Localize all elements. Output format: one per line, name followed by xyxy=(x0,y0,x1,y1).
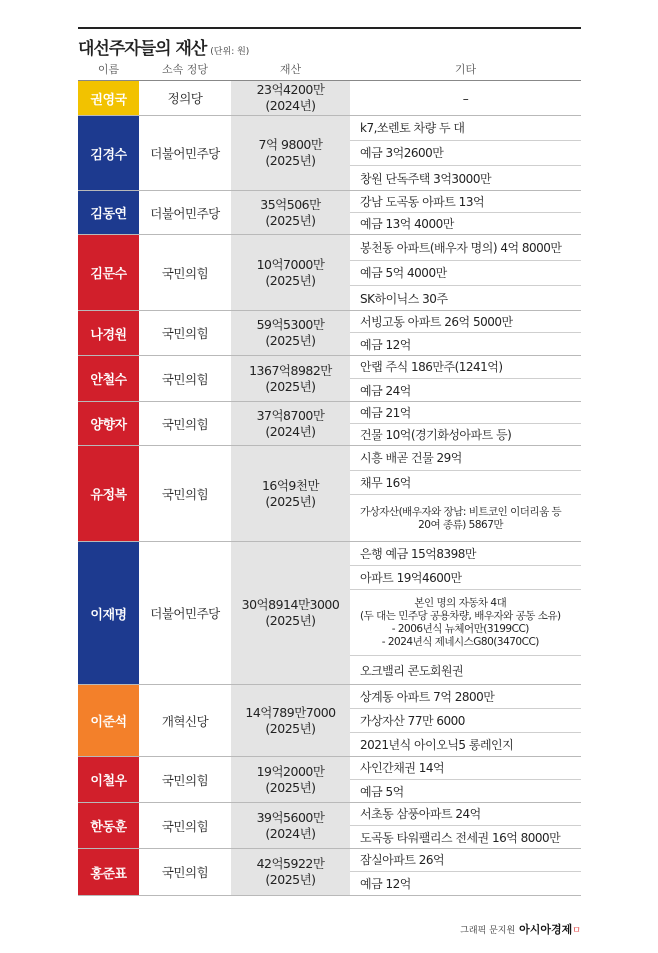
asset-item xyxy=(350,826,581,849)
party-name: 국민의힘 xyxy=(161,818,209,834)
asset-item-text: 도곡동 타워팰리스 전세권 16억 8000만 xyxy=(360,830,561,845)
party-name: 국민의힘 xyxy=(161,326,209,341)
asset-item xyxy=(350,446,581,471)
party-name: 국민의힘 xyxy=(161,865,209,880)
candidate-name: 유정복 xyxy=(78,446,139,541)
party-name: 더불어민주당 xyxy=(150,205,220,221)
asset-year: (2025년) xyxy=(265,872,316,887)
party-name: 더불어민주당 xyxy=(150,606,220,621)
header-other: 기타 xyxy=(454,63,477,76)
candidate-name: 홍준표 xyxy=(78,849,139,895)
asset-item xyxy=(350,471,581,495)
asset-item xyxy=(350,733,581,757)
asset-item-text: SK하이닉스 30주 xyxy=(360,291,448,306)
asset-item xyxy=(350,333,581,356)
asset-amount: 35억506만 xyxy=(260,196,321,212)
asset-item xyxy=(350,872,581,896)
header-assets: 재산 xyxy=(279,63,302,76)
party-name: 국민의힘 xyxy=(161,265,209,281)
asset-cell xyxy=(231,116,350,190)
candidate-name: 안철수 xyxy=(78,356,139,401)
asset-item xyxy=(350,566,581,590)
asset-item-text: 은행 예금 15억8398만 xyxy=(360,546,476,561)
other-assets xyxy=(350,311,581,355)
asset-item-text: 사인간채권 14억 xyxy=(360,761,445,775)
asset-item xyxy=(350,116,581,141)
asset-item-text: 가상자산 77만 6000 xyxy=(360,713,465,728)
other-assets xyxy=(350,757,581,802)
table-row xyxy=(78,311,581,356)
table-row xyxy=(78,685,581,757)
asset-item xyxy=(350,402,581,424)
asset-item xyxy=(350,235,581,261)
asset-amount: 7억 9800만 xyxy=(258,137,323,152)
header-party: 소속 정당 xyxy=(161,63,208,76)
asset-item xyxy=(350,424,581,446)
asset-year: (2025년) xyxy=(265,212,316,228)
asset-item-text: 가상자산(배우자와 장남: 비트코인 이더리움 등 20여 종류) 5867만 xyxy=(360,505,562,531)
party-name: 국민의힘 xyxy=(161,772,209,788)
asset-year: (2025년) xyxy=(265,779,316,795)
asset-year: (2025년) xyxy=(265,493,316,509)
asset-cell xyxy=(231,685,350,756)
asset-item xyxy=(350,311,581,333)
asset-item-text: 예금 12억 xyxy=(360,337,411,352)
asset-item-text: – xyxy=(462,91,469,106)
asset-item xyxy=(350,81,581,116)
asset-cell xyxy=(231,81,350,115)
asset-item-text: 건물 10억(경기화성아파트 등) xyxy=(360,428,512,442)
asset-amount: 42억5922만 xyxy=(256,856,325,871)
asset-year: (2024년) xyxy=(265,423,316,439)
asset-amount: 1367억8982만 xyxy=(249,362,332,378)
asset-item-text: 아파트 19억4600만 xyxy=(360,570,462,585)
table-row xyxy=(78,402,581,446)
asset-item-text: 2021년식 아이오닉5 롱레인지 xyxy=(360,738,514,752)
page-title xyxy=(78,34,249,59)
other-assets xyxy=(350,685,581,756)
asset-year: (2025년) xyxy=(265,153,316,168)
asset-item xyxy=(350,590,581,656)
asset-item xyxy=(350,213,581,235)
other-assets xyxy=(350,542,581,684)
asset-item xyxy=(350,286,581,311)
asset-amount: 23억4200만 xyxy=(256,82,325,97)
candidate-name: 한동훈 xyxy=(78,803,139,848)
asset-item-text: 창원 단독주택 3억3000만 xyxy=(360,171,492,186)
candidate-name: 양향자 xyxy=(78,402,139,445)
asset-amount: 10억7000만 xyxy=(256,256,325,272)
other-assets xyxy=(350,356,581,401)
asset-item xyxy=(350,780,581,803)
asset-amount: 16억9천만 xyxy=(261,477,320,493)
asset-item xyxy=(350,542,581,566)
asset-item-text: 예금 5억 xyxy=(360,784,404,799)
party-name: 국민의힘 xyxy=(161,416,209,432)
unit-label: (단위: 원) xyxy=(210,47,250,57)
candidate-name: 김문수 xyxy=(78,235,139,310)
asset-amount: 39억5600만 xyxy=(256,809,325,825)
asset-item-text: 예금 5억 4000만 xyxy=(360,266,447,280)
asset-cell xyxy=(231,446,350,541)
party-name: 개혁신당 xyxy=(161,713,209,729)
asset-amount: 14억789만7000 xyxy=(245,704,336,720)
party-name: 국민의힘 xyxy=(161,486,209,502)
asset-cell xyxy=(231,191,350,234)
asset-item-text: 본인 명의 자동차 4대 (두 대는 민주당 공용차량, 배우자와 공동 소유) - 2006년식 뉴체어만(3199CC) - 2024년식 제네시스G80(3470CC) xyxy=(360,596,561,648)
asset-item xyxy=(350,656,581,685)
other-assets xyxy=(350,849,581,895)
asset-cell xyxy=(231,542,350,684)
asset-item xyxy=(350,261,581,286)
asset-year: (2025년) xyxy=(265,613,316,628)
asset-year: (2025년) xyxy=(265,378,316,394)
table-row xyxy=(78,542,581,685)
table-row xyxy=(78,81,581,116)
candidate-name: 나경원 xyxy=(78,311,139,355)
header-name: 이름 xyxy=(97,63,120,76)
table-row xyxy=(78,116,581,191)
asset-item-text: 채무 16억 xyxy=(360,475,411,490)
brand-logo: 아시아경제 xyxy=(519,923,573,936)
asset-item xyxy=(350,191,581,213)
other-assets xyxy=(350,191,581,234)
asset-item-text: 오크밸리 콘도회원권 xyxy=(360,663,464,678)
brand-mark-icon: ㅁ xyxy=(572,926,581,936)
other-assets xyxy=(350,446,581,541)
title-text: 대선주자들의 재산 xyxy=(78,39,207,59)
asset-item-text: 강남 도곡동 아파트 13억 xyxy=(360,194,485,209)
asset-cell xyxy=(231,803,350,848)
asset-year: (2024년) xyxy=(265,825,316,841)
asset-item-text: 예금 3억2600만 xyxy=(360,146,444,160)
candidate-name: 이준석 xyxy=(78,685,139,756)
asset-cell xyxy=(231,235,350,310)
asset-item xyxy=(350,685,581,709)
asset-amount: 30억8914만3000 xyxy=(241,597,340,612)
asset-cell xyxy=(231,849,350,895)
asset-item-text: 서초동 삼풍아파트 24억 xyxy=(360,807,481,821)
asset-item-text: 예금 12억 xyxy=(360,877,411,891)
asset-item-text: k7,쏘렌토 차량 두 대 xyxy=(360,121,465,135)
candidate-name: 김경수 xyxy=(78,116,139,190)
asset-item-text: 서빙고동 아파트 26억 5000만 xyxy=(360,314,513,329)
asset-item-text: 잠실아파트 26억 xyxy=(360,853,445,867)
asset-item-text: 예금 21억 xyxy=(360,405,411,420)
candidate-name: 김동연 xyxy=(78,191,139,234)
asset-item-text: 안랩 주식 186만주(1241억) xyxy=(360,360,503,374)
asset-item xyxy=(350,495,581,542)
asset-item-text: 시흥 배곧 건물 29억 xyxy=(360,451,462,465)
asset-amount: 19억2000만 xyxy=(256,763,325,779)
asset-year: (2025년) xyxy=(265,333,316,348)
asset-item xyxy=(350,803,581,826)
table-row xyxy=(78,191,581,235)
graphic-credit: 그래픽 문지원 xyxy=(460,926,516,936)
asset-item-text: 봉천동 아파트(배우자 명의) 4억 8000만 xyxy=(360,240,562,255)
asset-item xyxy=(350,141,581,166)
asset-year: (2024년) xyxy=(265,98,316,113)
other-assets xyxy=(350,402,581,445)
other-assets xyxy=(350,81,581,115)
asset-item-text: 예금 24억 xyxy=(360,383,411,398)
asset-amount: 59억5300만 xyxy=(256,317,325,332)
party-name: 정의당 xyxy=(167,91,203,106)
asset-item xyxy=(350,356,581,379)
top-rule xyxy=(78,27,581,29)
other-assets xyxy=(350,235,581,310)
asset-cell xyxy=(231,757,350,802)
asset-item xyxy=(350,166,581,191)
table-row xyxy=(78,356,581,402)
asset-cell xyxy=(231,402,350,445)
asset-cell xyxy=(231,356,350,401)
party-name: 더불어민주당 xyxy=(150,146,220,161)
table-row xyxy=(78,235,581,311)
candidate-name: 권영국 xyxy=(78,81,139,115)
table-row xyxy=(78,446,581,542)
asset-item-text: 상계동 아파트 7억 2800만 xyxy=(360,689,495,704)
footer xyxy=(460,921,581,937)
asset-year: (2025년) xyxy=(265,720,316,736)
other-assets xyxy=(350,803,581,848)
table-row xyxy=(78,849,581,896)
asset-cell xyxy=(231,311,350,355)
asset-year: (2025년) xyxy=(265,272,316,288)
table-row xyxy=(78,803,581,849)
asset-item xyxy=(350,849,581,872)
candidate-name: 이재명 xyxy=(78,542,139,684)
candidate-name: 이철우 xyxy=(78,757,139,802)
asset-item xyxy=(350,757,581,780)
asset-item xyxy=(350,379,581,402)
party-name: 국민의힘 xyxy=(161,371,209,387)
other-assets xyxy=(350,116,581,190)
table-row xyxy=(78,757,581,803)
asset-item xyxy=(350,709,581,733)
asset-item-text: 예금 13억 4000만 xyxy=(360,217,454,231)
asset-amount: 37억8700만 xyxy=(256,407,325,423)
